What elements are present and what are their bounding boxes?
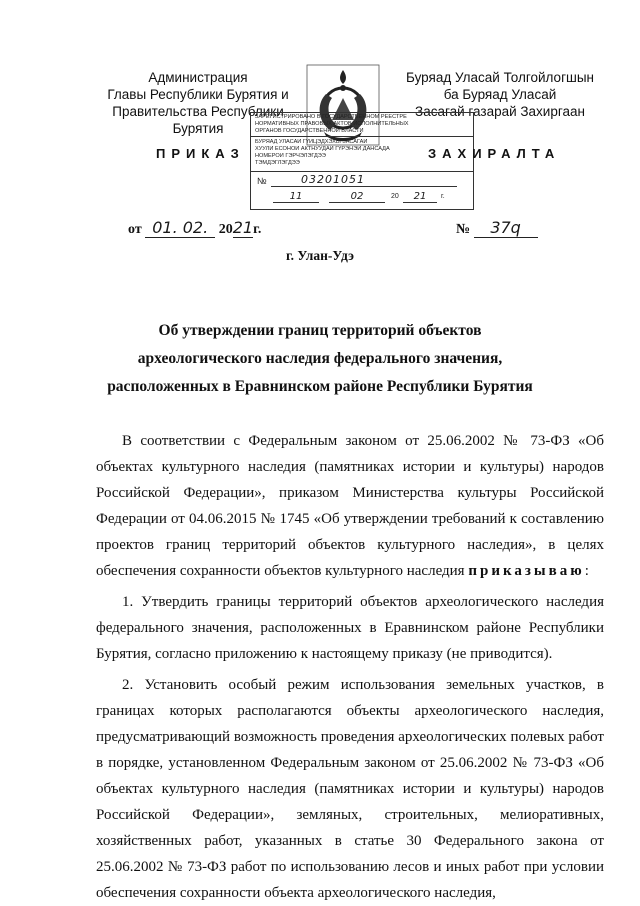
stamp-text: НОМЕРОЙ ГЭРЧЭЛЭГДЭЭ	[255, 153, 326, 159]
body-paragraph: 1. Утвердить границы территорий объектов археологического наследия федерального значения, расположенных в Еравнинском районе Республики Бурятия, согласно приложению к настоящему приказу (не приводится).	[96, 594, 604, 662]
issuer-line: Правительства Республики Бурятия	[112, 104, 284, 136]
body-paragraph	[96, 428, 604, 584]
order-year-prefix: 20	[218, 222, 233, 237]
stamp-text: БУРЯАД УЛАСАЙ ГҮЙЦЭДХЭХЫ ЗАСАГАЙ	[255, 139, 368, 145]
doc-type-ru: ПРИКАЗ	[156, 146, 245, 161]
stamp-number-label: №	[257, 176, 267, 186]
doc-type-bua: ЗАХИРАЛТА	[428, 146, 561, 161]
stamp-date-year-prefix: 20	[391, 193, 399, 200]
stamp-date-month: 02	[329, 191, 385, 203]
issuer-line: Главы Республики Бурятия и	[107, 87, 289, 102]
paragraph-text: В соответствии с Федеральным законом от 25.06.2002 № 73-ФЗ «Об объектах культурного наследия (памятниках истории и культуры) народов Российской Федерации», приказом Министерства культуры Российской Федерации от 04.06.2015 № 1745 «Об утверждении требований к составлению проектов границ территорий объектов культурного наследия», в целях обеспечения сохранности объектов культурного наследия	[96, 433, 604, 579]
order-year-value: 21	[232, 218, 254, 237]
stamp-text: ХУУЛИ ЁСОНОЙ АКТНУУДАЙ ГҮРЭНЭЙ ДАНСАДА	[255, 146, 390, 152]
order-year-suffix: г.	[253, 222, 262, 237]
stamp-date-suffix: г.	[441, 193, 445, 200]
stamp-text: НОРМАТИВНЫХ ПРАВОВЫХ АКТОВ ИСПОЛНИТЕЛЬНЫХ	[255, 121, 409, 127]
title-line: расположенных в Еравнинском районе Республики Бурятия	[107, 378, 533, 395]
order-number-label: №	[456, 222, 471, 237]
order-city: г. Улан-Удэ	[286, 248, 354, 263]
stamp-text: ЗАРЕГИСТРИРОВАНО В ГОСУДАРСТВЕННОМ РЕЕСТРЕ	[255, 114, 407, 120]
issuer-line: Буряад Уласай Толгойлогшын	[406, 70, 594, 85]
document-title	[0, 319, 640, 399]
body-paragraph: 2. Установить особый режим использования земельных участков, в границах которых располагаются объекты археологического наследия, предусматривающий возможность проведения археологических полевых работ в порядке, установленном Федеральным законом от 25.06.2002 № 73-ФЗ «Об объектах культурного наследия (памятниках истории и культуры) народов Российской Федерации», земляных, строительных, мелиоративных, хозяйственных работ, указанных в статье 30 Федерального закона от 25.06.2002 № 73-ФЗ работ по использованию лесов и иных работ при условии обеспечения сохранности объекта археологического наследия,	[96, 677, 604, 901]
order-date-prefix: от	[128, 222, 142, 237]
stamp-number-value: 03201051	[271, 173, 457, 187]
stamp-date-year: 21	[403, 191, 437, 203]
title-line: Об утверждении границ территорий объектов	[158, 322, 482, 339]
issuer-line: Засагай газарай Захиргаан	[415, 104, 585, 119]
paragraph-emphasis: приказываю	[468, 563, 585, 579]
title-line: археологического наследия федерального значения,	[137, 350, 503, 367]
order-date-value: 01. 02.	[145, 218, 215, 238]
stamp-date-day: 11	[273, 191, 319, 203]
issuer-line: Администрация	[148, 70, 248, 85]
stamp-text: ТЭМДЭГЛЭГДЭЭ	[255, 160, 300, 166]
registration-stamp	[250, 112, 474, 210]
document-body	[96, 428, 604, 906]
paragraph-punct: :	[584, 563, 589, 579]
stamp-text: ОРГАНОВ ГОСУДАРСТВЕННОЙ ВЛАСТИ	[255, 128, 364, 134]
order-date-row	[128, 218, 261, 238]
issuer-line: ба Буряад Уласай	[443, 87, 557, 102]
order-number-value: 37q	[474, 218, 538, 238]
order-number-row	[456, 218, 538, 238]
